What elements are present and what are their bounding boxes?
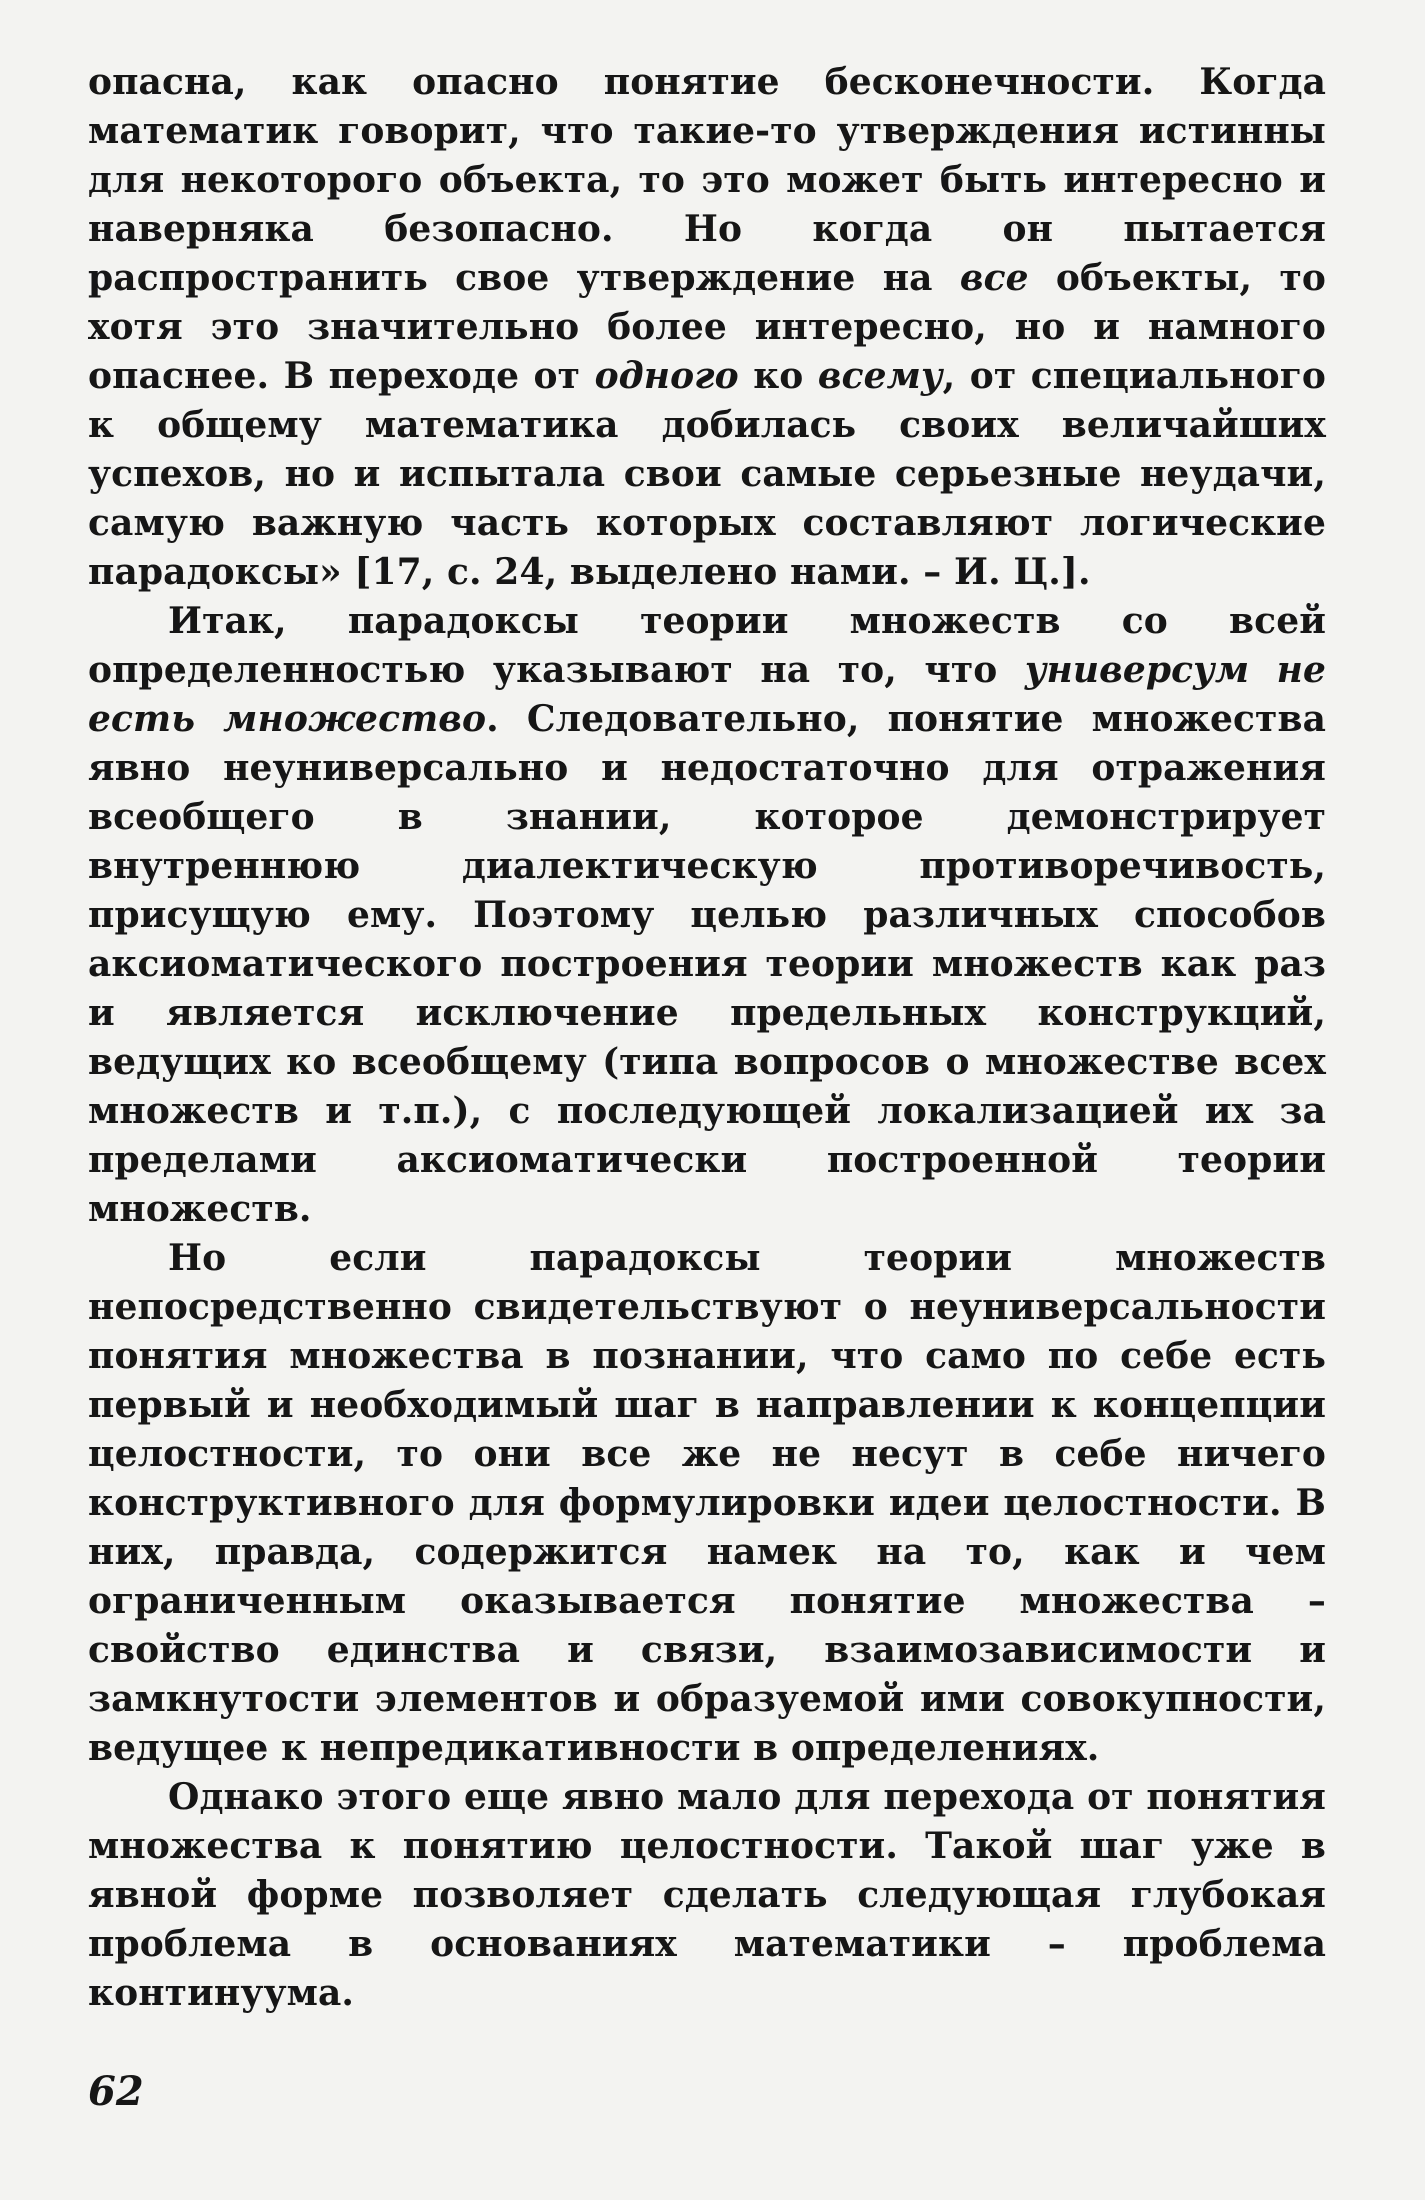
text-segment: . Следовательно, понятие множества явно неуниверсально и недостаточно для отражения всеобщего в знании, которое демонстрирует внутреннюю диалектическую противоречивость, присущую ему. Поэтому целью различных способов аксиоматического построения теории множеств как раз и является исключение предельных конструкций, ведущих ко всеобщему (типа вопросов о множестве всех множеств и т.п.), с последующей локализацией их за пределами аксиоматически построенной теории множеств.: [88, 698, 1326, 1230]
text-segment: Итак, парадоксы теории множеств со всей определенностью указывают на то, что: [88, 600, 1326, 691]
text-segment: , от специального к общему математика добилась своих величайших успехов, но и испытала свои самые серьезные неудачи, самую важную часть которых составляют логические парадоксы» [17, с. 24, выделено нами. – И. Ц.].: [88, 355, 1326, 593]
paragraph-3: [88, 1234, 1326, 1773]
emphasis-text: все: [959, 257, 1029, 299]
emphasis-text: универсум не есть множество: [88, 649, 1327, 740]
paragraph-1: [88, 58, 1326, 597]
paragraph-4: [88, 1773, 1326, 2018]
text-segment: Но если парадоксы теории множеств непосредственно свидетельствуют о неуниверсальности понятия множества в познании, что само по себе есть первый и необходимый шаг в направлении к концепции целостности, то они все же не несут в себе ничего конструктивного для формулировки идеи целостности. В них, правда, содержится намек на то, как и чем ограниченным оказывается понятие множества – свойство единства и связи, взаимозависимости и замкнутости элементов и образуемой ими совокупности, ведущее к непредикативности в определениях.: [88, 1237, 1326, 1769]
text-segment: опасна, как опасно понятие бесконечности. Когда математик говорит, что такие-то утверждения истинны для некоторого объекта, то это может быть интересно и наверняка безопасно. Но когда он пытается распространить свое утверждение на: [88, 61, 1326, 299]
body-text: [88, 58, 1326, 2018]
emphasis-text: одного: [594, 355, 739, 397]
text-segment: ко: [738, 355, 818, 397]
text-segment: объекты, то хотя это значительно более интересно, но и намного опаснее. В переходе от: [88, 257, 1326, 397]
emphasis-text: всему: [817, 355, 943, 397]
page-number: 62: [88, 2068, 144, 2115]
paragraph-2: [88, 597, 1326, 1234]
text-segment: Однако этого еще явно мало для перехода от понятия множества к понятию целостности. Такой шаг уже в явной форме позволяет сделать следующая глубокая проблема в основаниях математики – проблема континуума.: [88, 1776, 1326, 2014]
